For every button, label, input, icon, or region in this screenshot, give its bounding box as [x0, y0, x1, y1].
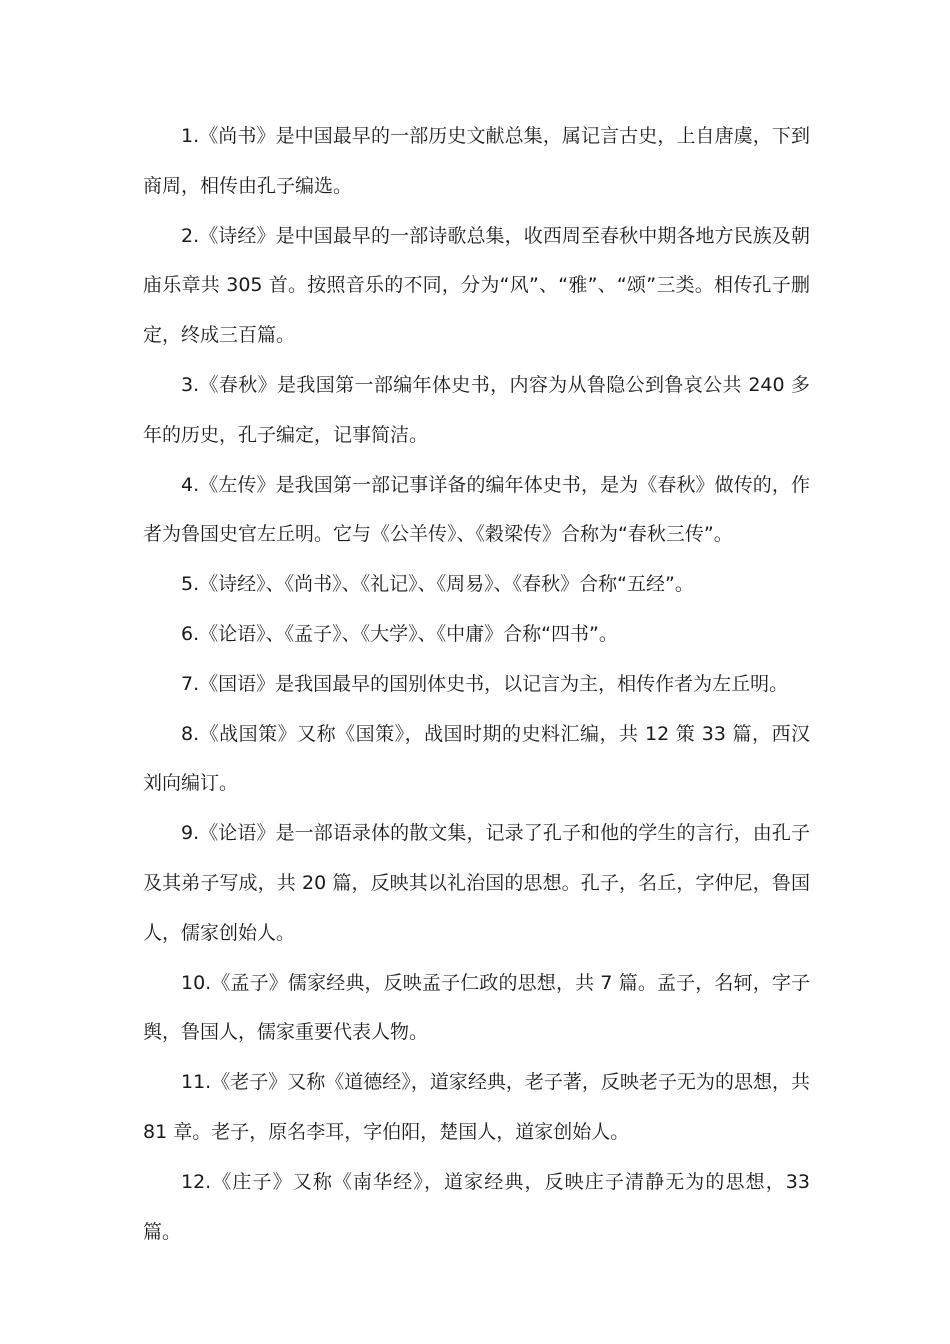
paragraph-6: 6.《论语》、《孟子》、《大学》、《中庸》合称“四书”。: [181, 622, 618, 645]
document-body: [143, 112, 810, 1257]
paragraph-12: 12.《庄子》又称《南华经》，道家经典，反映庄子清静无为的思想，33 篇。: [143, 1170, 810, 1243]
paragraph-1: 1.《尚书》是中国最早的一部历史文献总集，属记言古史，上自唐虞，下到商周，相传由孔子编选。: [143, 125, 810, 197]
paragraph-4: 4.《左传》是我国第一部记事详备的编年体史书，是为《春秋》做传的，作者为鲁国史官左丘明。它与《公羊传》、《穀梁传》合称为“春秋三传”。: [143, 473, 810, 546]
paragraph-9: 9.《论语》是一部语录体的散文集，记录了孔子和他的学生的言行，由孔子及其弟子写成，共 20 篇，反映其以礼治国的思想。孔子，名丘，字仲尼，鲁国人，儒家创始人。: [143, 822, 810, 944]
paragraph-11: 11.《老子》又称《道德经》，道家经典，老子著，反映老子无为的思想，共 81 章。老子，原名李耳，字伯阳，楚国人，道家创始人。: [143, 1071, 810, 1143]
paragraph-7: 7.《国语》是我国最早的国别体史书，以记言为主，相传作者为左丘明。: [181, 672, 789, 695]
paragraph-2: 2.《诗经》是中国最早的一部诗歌总集，收西周至春秋中期各地方民族及朝庙乐章共 305 首。按照音乐的不同，分为“风”、“雅”、“颂”三类。相传孔子删定，终成三百篇。: [143, 224, 810, 347]
paragraph-8: 8.《战国策》又称《国策》，战国时期的史料汇编，共 12 策 33 篇，西汉刘向编订。: [143, 722, 810, 795]
paragraph-3: 3.《春秋》是我国第一部编年体史书，内容为从鲁隐公到鲁哀公共 240 多年的历史，孔子编定，记事简洁。: [143, 373, 810, 446]
paragraph-5: 5.《诗经》、《尚书》、《礼记》、《周易》、《春秋》合称“五经”。: [181, 573, 694, 596]
paragraph-10: 10.《孟子》儒家经典，反映孟子仁政的思想，共 7 篇。孟子，名轲，字子舆，鲁国人，儒家重要代表人物。: [143, 971, 810, 1044]
